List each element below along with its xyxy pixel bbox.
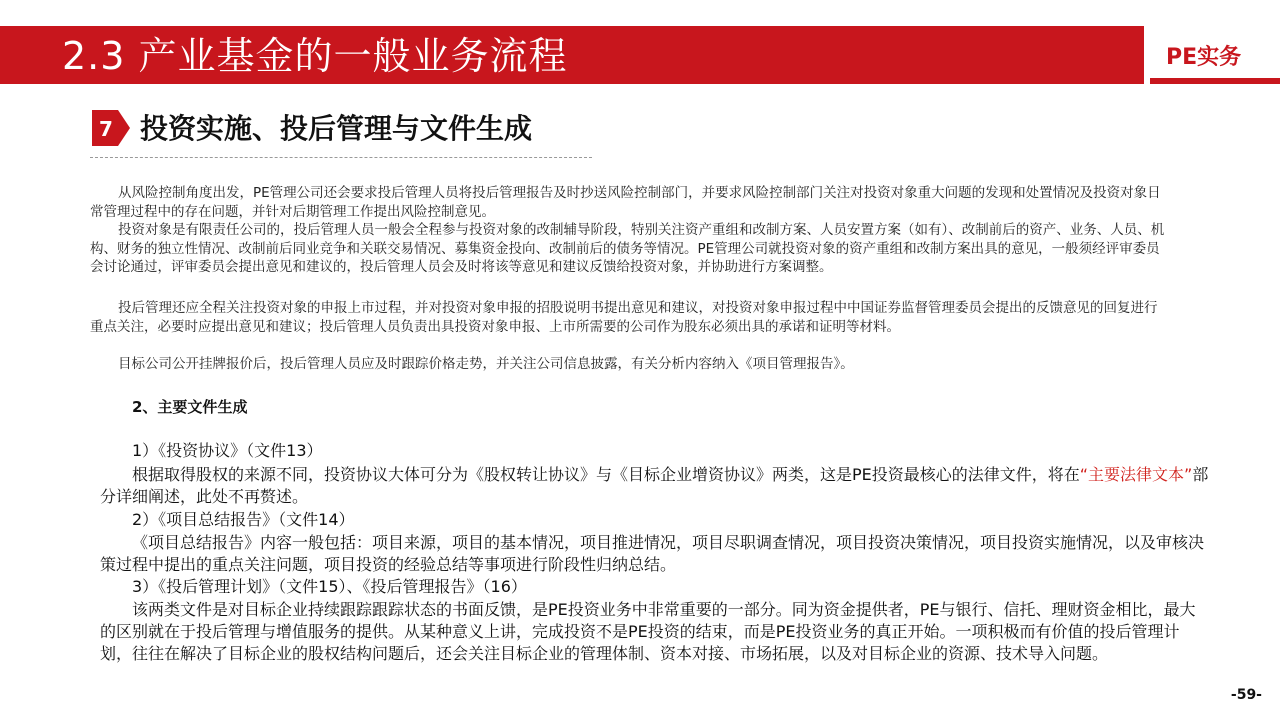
item3-body: 该两类文件是对目标企业持续跟踪跟踪状态的书面反馈，是PE投资业务中非常重要的一部分。同为资金提供者，PE与银行、信托、理财资金相比，最大的区别就在于投后管理与增值服务的提供。从某种意义上讲，完成投资不是PE投资的结束，而是PE投资业务的真正开始。一项积极而有价值的投后管理计划，往往在解决了目标企业的股权结构问题后，还会关注目标企业的管理体制、资本对接、市场拓展，以及对目标企业的资源、技术导入问题。	[100, 600, 1196, 663]
item3-title: 3）《投后管理计划》（文件15）、《投后管理报告》（16）	[132, 577, 527, 596]
section-number: 7	[99, 117, 113, 141]
page-number: -59-	[1230, 687, 1262, 703]
section-number-badge	[92, 108, 130, 148]
section-title: 投资实施、投后管理与文件生成	[140, 112, 533, 145]
item1-highlight: “主要法律文本”	[1079, 465, 1193, 484]
intro-paragraph-4: 目标公司公开挂牌报价后，投后管理人员应及时跟踪价格走势，并关注公司信息披露，有关分析内容纳入《项目管理报告》。	[118, 356, 854, 372]
intro-paragraph-1: 从风险控制角度出发，PE管理公司还会要求投后管理人员将投后管理报告及时抄送风险控制部门，并要求风险控制部门关注对投资对象重大问题的发现和处置情况及投资对象日常管理过程中的存在问题，并针对后期管理工作提出风险控制意见。	[90, 185, 1161, 220]
item1-body	[100, 464, 1210, 508]
item2-title: 2）《项目总结报告》（文件14）	[132, 510, 355, 529]
intro-paragraph-2: 投资对象是有限责任公司的，投后管理人员一般会全程参与投资对象的改制辅导阶段，特别关注资产重组和改制方案、人员安置方案（如有）、改制前后的资产、业务、人员、机构、财务的独立性情况、改制前后同业竞争和关联交易情况、募集资金投向、改制前后的债务等情况。PE管理公司就投资对象的资产重组和改制方案出具的意见，一般须经评审委员会讨论通过，评审委员会提出意见和建议的，投后管理人员会及时将该等意见和建议反馈给投资对象，并协助进行方案调整。	[90, 222, 1165, 275]
item2-body: 《项目总结报告》内容一般包括：项目来源，项目的基本情况，项目推进情况，项目尽职调查情况，项目投资决策情况，项目投资实施情况，以及审核决策过程中提出的重点关注问题，项目投资的经验总结等事项进行阶段性归纳总结。	[100, 533, 1205, 574]
docs-heading: 2、主要文件生成	[132, 398, 248, 416]
item1-body-text-end: 部分详细阐述，此处不再赘述。	[100, 465, 1209, 506]
section-divider	[90, 157, 592, 158]
item1-title: 1）《投资协议》（文件13）	[132, 441, 323, 460]
brand-logo: PE实务	[1166, 45, 1242, 70]
intro-paragraph-3: 投后管理还应全程关注投资对象的申报上市过程，并对投资对象申报的招股说明书提出意见和建议，对投资对象申报过程中中国证券监督管理委员会提出的反馈意见的回复进行重点关注，必要时应提出意见和建议；投后管理人员负责出具投资对象申报、上市所需要的公司作为股东必须出具的承诺和证明等材料。	[90, 300, 1158, 335]
page-title: 2.3 产业基金的一般业务流程	[62, 34, 568, 78]
item1-body-text: 根据取得股权的来源不同，投资协议大体可分为《股权转让协议》与《目标企业增资协议》两类，这是PE投资最核心的法律文件，将在	[132, 465, 1080, 484]
